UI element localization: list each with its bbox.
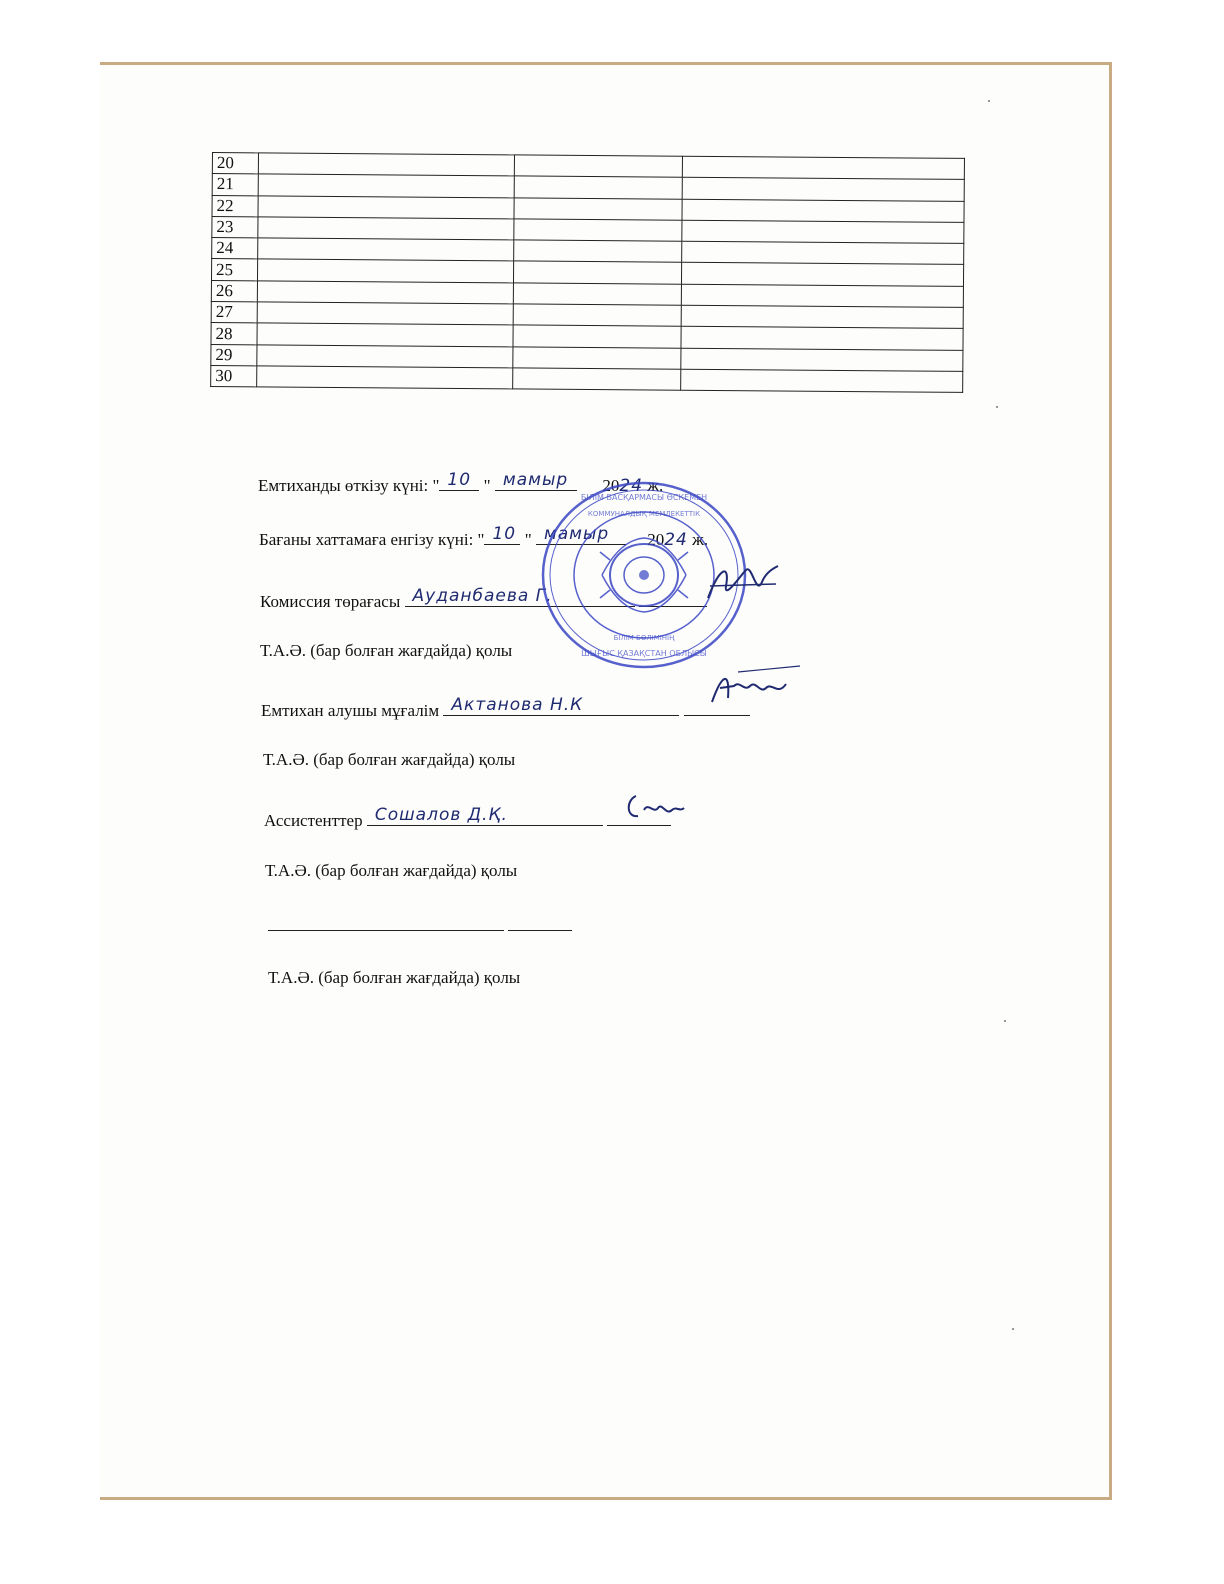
table-cell-grade	[514, 219, 682, 242]
table-cell-name	[258, 153, 514, 176]
teacher-name-field: Актанова Н.К	[443, 697, 679, 716]
table-cell-num: 30	[211, 365, 257, 387]
exam-date-label: Емтиханды өткізу күні: "	[258, 476, 440, 495]
table-cell-grade	[514, 176, 682, 199]
table-cell-num: 29	[211, 344, 257, 366]
fio-caption-3: Т.А.Ә. (бар болған жағдайда) қолы	[265, 861, 518, 880]
protocol-date-year-prefix: 20	[647, 530, 665, 549]
table-cell-note	[682, 177, 964, 201]
paper-speck	[1004, 1020, 1006, 1022]
table-cell-note	[681, 263, 963, 287]
table-cell-num: 26	[211, 280, 257, 302]
table-cell-num: 20	[212, 153, 258, 175]
paper-speck	[996, 406, 998, 408]
table-cell-note	[682, 220, 964, 244]
exam-date-year-prefix: 20	[602, 476, 620, 495]
table-cell-name	[257, 345, 513, 368]
table-cell-num: 23	[212, 216, 258, 238]
teacher-line	[261, 697, 750, 721]
table-cell-grade	[514, 155, 682, 178]
table-cell-num: 25	[211, 259, 257, 281]
svg-text:БІЛІМ БАСҚАРМАСЫ ӨСКЕМЕН: БІЛІМ БАСҚАРМАСЫ ӨСКЕМЕН	[580, 493, 708, 502]
table-cell-note	[681, 284, 963, 308]
table-cell-num: 24	[212, 238, 258, 260]
table-cell-grade	[514, 240, 682, 263]
exam-date-month: мамыр	[495, 472, 577, 491]
fio-caption-1: Т.А.Ә. (бар болған жағдайда) қолы	[260, 641, 513, 660]
table-cell-name	[258, 238, 514, 261]
teacher-signature	[708, 662, 804, 710]
table-cell-grade	[513, 325, 681, 348]
table-cell-num: 27	[211, 302, 257, 324]
empty-signature-line	[268, 912, 572, 936]
table-cell-note	[681, 305, 963, 329]
exam-date-quote: "	[483, 476, 491, 495]
assistants-label: Ассистенттер	[264, 811, 363, 830]
protocol-date-label: Бағаны хаттамаға енгізу күні: "	[259, 530, 485, 549]
protocol-date-month: мамыр	[536, 526, 626, 545]
table-cell-grade	[513, 261, 681, 284]
exam-date-year-suffix: 24	[619, 476, 644, 496]
fio-caption-4: Т.А.Ә. (бар болған жағдайда) қолы	[268, 968, 521, 987]
table-cell-note	[682, 241, 964, 265]
teacher-label: Емтихан алушы мұғалім	[261, 701, 440, 720]
exam-date-day: 10	[439, 472, 479, 491]
table-cell-name	[258, 217, 514, 240]
table-cell-name	[257, 323, 513, 346]
paper-speck	[988, 100, 990, 102]
svg-text:КОММУНАЛДЫҚ МЕМЛЕКЕТТІК: КОММУНАЛДЫҚ МЕМЛЕКЕТТІК	[587, 510, 701, 518]
table-cell-note	[681, 327, 963, 351]
table-cell-name	[257, 259, 513, 282]
results-table	[210, 152, 964, 393]
table-cell-num: 28	[211, 323, 257, 345]
table-cell-name	[258, 195, 514, 218]
table-cell-grade	[514, 197, 682, 220]
protocol-date-quote: "	[524, 530, 532, 549]
protocol-date-day: 10	[484, 526, 520, 545]
table-cell-name	[257, 366, 513, 389]
table-cell-note	[682, 156, 964, 180]
svg-text:ШЫҒЫС ҚАЗАҚСТАН ОБЛЫСЫ: ШЫҒЫС ҚАЗАҚСТАН ОБЛЫСЫ	[581, 649, 707, 658]
empty-signature-field	[508, 912, 572, 931]
table-cell-name	[257, 281, 513, 304]
empty-name-field	[268, 912, 504, 931]
table-cell-grade	[513, 304, 681, 327]
table-cell-name	[258, 174, 514, 197]
protocol-date-year-suffix: 24	[664, 530, 688, 550]
table-cell-num: 22	[212, 195, 258, 217]
chair-name-field: Ауданбаева Г.	[405, 588, 635, 607]
table-cell-grade	[513, 347, 681, 370]
chair-label: Комиссия төрағасы	[260, 592, 401, 611]
chair-signature	[700, 556, 780, 606]
assistant-signature	[622, 786, 692, 826]
assistants-line	[264, 807, 671, 831]
table-cell-name	[257, 302, 513, 325]
assistants-name-field: Сошалов Д.Қ.	[367, 807, 603, 826]
svg-text:БІЛІМ БӨЛІМІНІҢ: БІЛІМ БӨЛІМІНІҢ	[613, 634, 675, 642]
protocol-date-suffix: ж.	[692, 530, 709, 549]
table-cell-grade	[513, 368, 681, 391]
paper-speck	[1012, 1328, 1014, 1330]
exam-date-suffix: ж.	[647, 476, 664, 495]
table-cell-note	[682, 199, 964, 223]
fio-caption-2: Т.А.Ә. (бар болған жағдайда) қолы	[263, 750, 516, 769]
table-cell-num: 21	[212, 174, 258, 196]
table-cell-note	[681, 369, 963, 393]
table-cell-grade	[513, 283, 681, 306]
table-cell-note	[681, 348, 963, 372]
